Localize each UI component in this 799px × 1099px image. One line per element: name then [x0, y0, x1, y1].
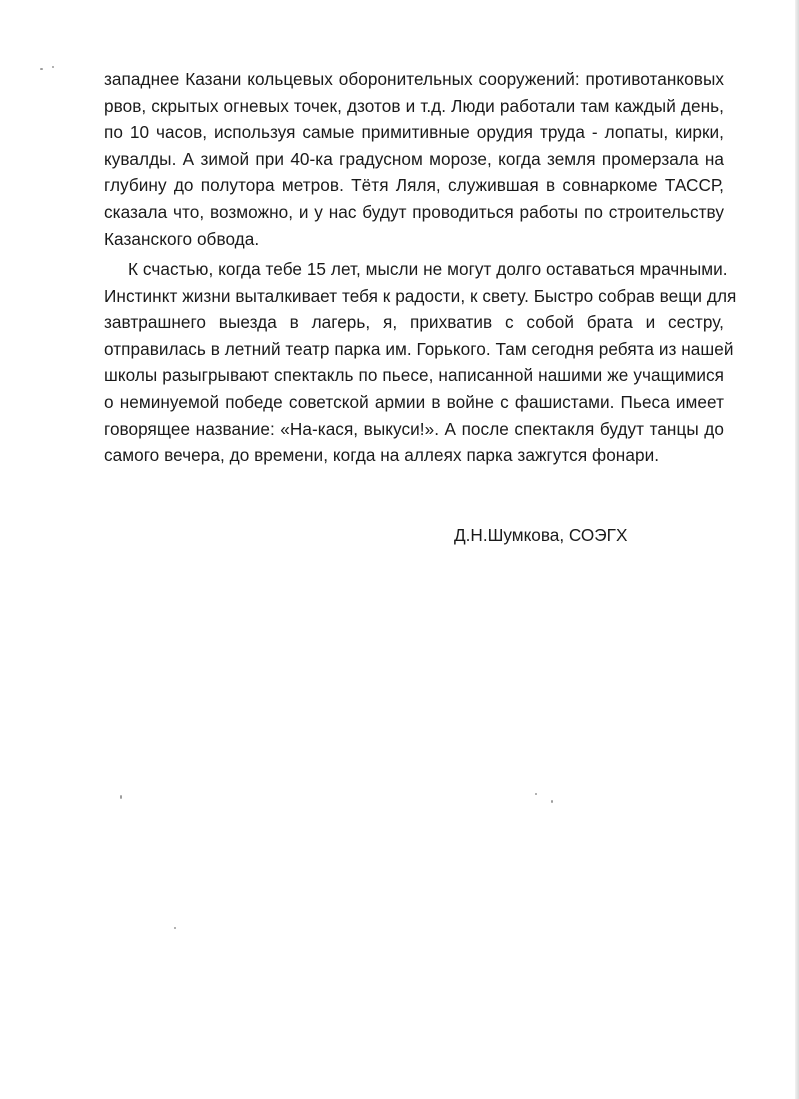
scan-speck	[120, 795, 122, 799]
text-line: школы разыгрывают спектакль по пьесе, написанной нашими же учащимися	[104, 365, 724, 386]
text-line: сказала что, возможно, и у нас будут проводиться работы по строительству	[104, 201, 724, 222]
scan-speck	[551, 800, 553, 803]
text-line: западнее Казани кольцевых оборонительных сооружений: противотанковых	[104, 69, 724, 89]
scan-speck	[40, 68, 43, 70]
text-line: о неминуемой победе советской армии в войне с фашистами. Пьеса имеет	[104, 391, 724, 412]
text-line: глубину до полутора метров. Тётя Ляля, служившая в совнаркоме ТАССР,	[104, 175, 724, 196]
text-line: Казанского обвода.	[104, 228, 260, 249]
text-line: говорящее название: «На-кася, выкуси!». А после спектакля будут танцы до	[104, 418, 724, 439]
scan-speck	[535, 793, 537, 795]
text-line: К счастью, когда тебе 15 лет, мысли не могут долго оставаться мрачными.	[128, 259, 728, 279]
text-line: Инстинкт жизни выталкивает тебя к радости, к свету. Быстро собрав вещи для	[104, 285, 737, 306]
text-line: отправилась в летний театр парка им. Горького. Там сегодня ребята из нашей	[104, 338, 734, 359]
text-line: рвов, скрытых огневых точек, дзотов и т.д. Люди работали там каждый день,	[104, 95, 724, 116]
author-signature: Д.Н.Шумкова, СОЭГХ	[454, 525, 628, 545]
text-line: самого вечера, до времени, когда на аллеях парка зажгутся фонари.	[104, 445, 660, 466]
scan-edge-shadow	[795, 0, 799, 1099]
text-line: по 10 часов, используя самые примитивные орудия труда - лопаты, кирки,	[104, 122, 724, 143]
paragraph-1	[104, 66, 724, 252]
scan-speck	[52, 66, 54, 68]
scan-speck	[174, 927, 176, 929]
text-line: кувалды. А зимой при 40-ка градусном морозе, когда земля промерзала на	[104, 148, 724, 169]
paragraph-2	[104, 256, 737, 469]
text-line: завтрашнего выезда в лагерь, я, прихватив с собой брата и сестру,	[104, 312, 724, 333]
